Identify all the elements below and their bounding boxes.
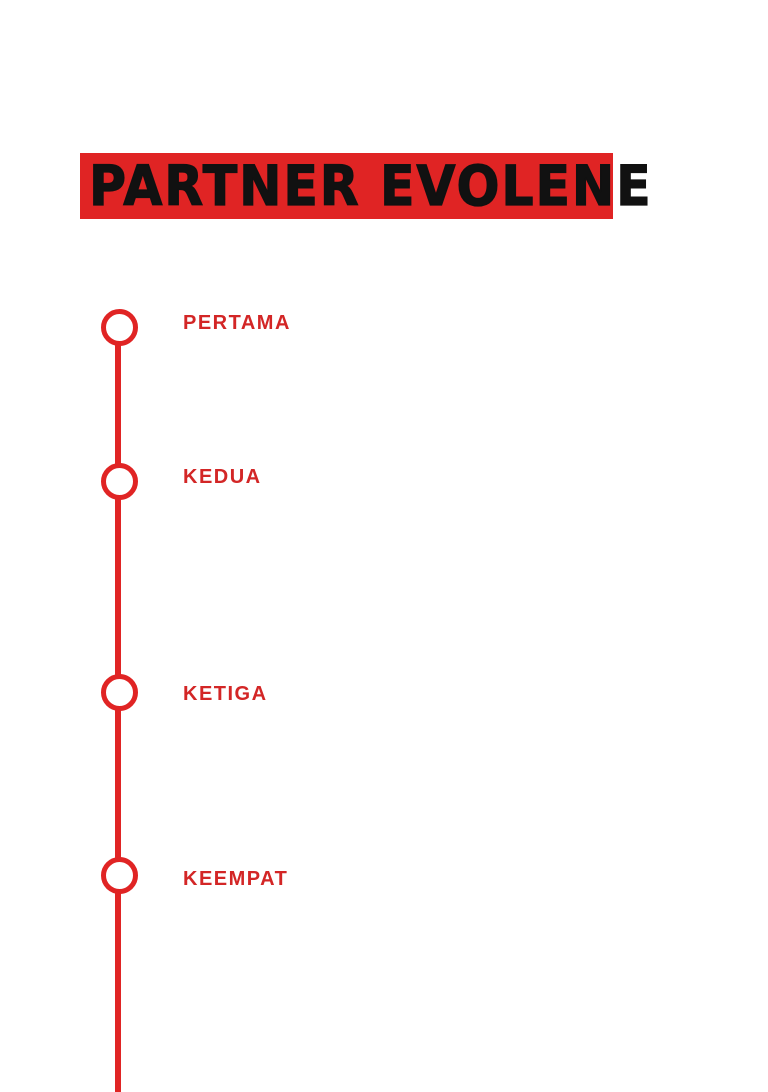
- step-label-keempat: KEEMPAT: [183, 868, 289, 890]
- timeline-node-3: [101, 674, 138, 711]
- timeline-node-4: [101, 857, 138, 894]
- timeline-line: [115, 340, 121, 1092]
- step-label-pertama: PERTAMA: [183, 312, 291, 334]
- step-label-ketiga: KETIGA: [183, 683, 268, 705]
- timeline-node-2: [101, 463, 138, 500]
- title-banner: [80, 153, 653, 219]
- timeline-node-1: [101, 309, 138, 346]
- step-label-kedua: KEDUA: [183, 466, 262, 488]
- page-title: PARTNER EVOLENE: [89, 153, 653, 218]
